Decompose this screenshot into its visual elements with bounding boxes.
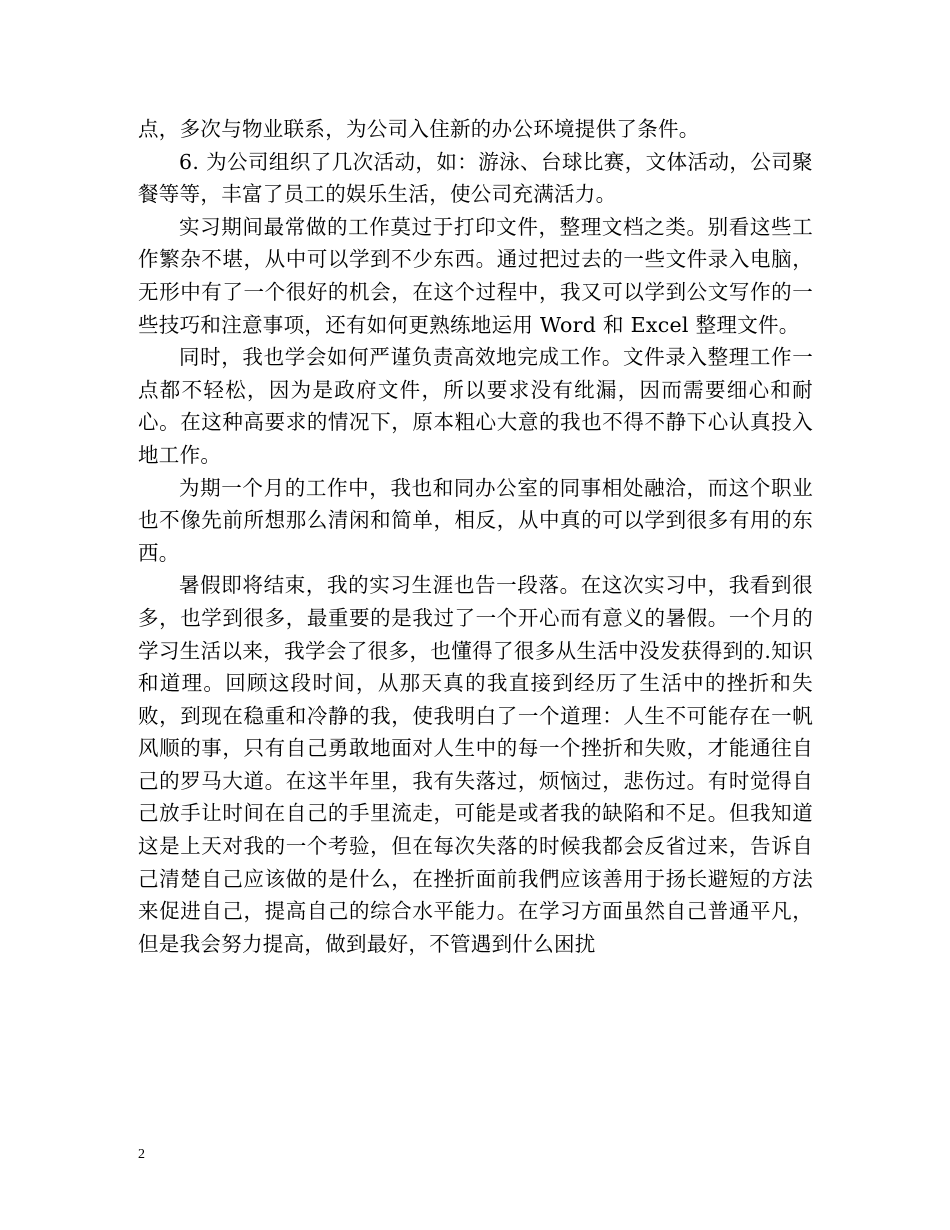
paragraph-6: 暑假即将结束，我的实习生涯也告一段落。在这次实习中，我看到很多，也学到很多，最重要的是我过了一个开心而有意义的暑假。一个月的学习生活以来，我学会了很多，也懂得了很多从生活中没发获得到的.知识和道理。回顾这段时间，从那天真的我直接到经历了生活中的挫折和失败，到现在稳重和冷静的我，使我明白了一个道理：人生不可能存在一帆风顺的事，只有自己勇敢地面对人生中的每一个挫折和失败，才能通往自己的罗马大道。在这半年里，我有失落过，烦恼过，悲伤过。有时觉得自己放手让时间在自己的手里流走，可能是或者我的缺陷和不足。但我知道这是上天对我的一个考验，但在每次失落的时候我都会反省过来，告诉自己清楚自己应该做的是什么，在挫折面前我們应该善用于扬长避短的方法来促进自己，提高自己的综合水平能力。在学习方面虽然自己普通平凡，但是我会努力提高，做到最好，不管遇到什么困扰 <box>138 573 813 956</box>
page-number: 2 <box>138 1147 145 1162</box>
paragraph-1: 点，多次与物业联系，为公司入住新的办公环境提供了条件。 <box>138 117 700 141</box>
paragraph-2: 6. 为公司组织了几次活动，如：游泳、台球比赛，文体活动，公司聚餐等等，丰富了员工的娱乐生活，使公司充满活力。 <box>138 149 813 207</box>
paragraph-3: 实习期间最常做的工作莫过于打印文件，整理文档之类。别看这些工作繁杂不堪，从中可以学到不少东西。通过把过去的一些文件录入电脑，无形中有了一个很好的机会，在这个过程中，我又可以学到公文写作的一些技巧和注意事项，还有如何更熟练地运用 Word 和 Excel 整理文件。 <box>138 214 813 337</box>
document-body <box>138 113 813 960</box>
paragraph-5: 为期一个月的工作中，我也和同办公室的同事相处融洽，而这个职业也不像先前所想那么清闲和简单，相反，从中真的可以学到很多有用的东西。 <box>138 475 813 565</box>
paragraph-4: 同时，我也学会如何严谨负责高效地完成工作。文件录入整理工作一点都不轻松，因为是政府文件，所以要求没有纰漏，因而需要细心和耐心。在这种高要求的情况下，原本粗心大意的我也不得不静下心认真投入地工作。 <box>138 345 813 467</box>
